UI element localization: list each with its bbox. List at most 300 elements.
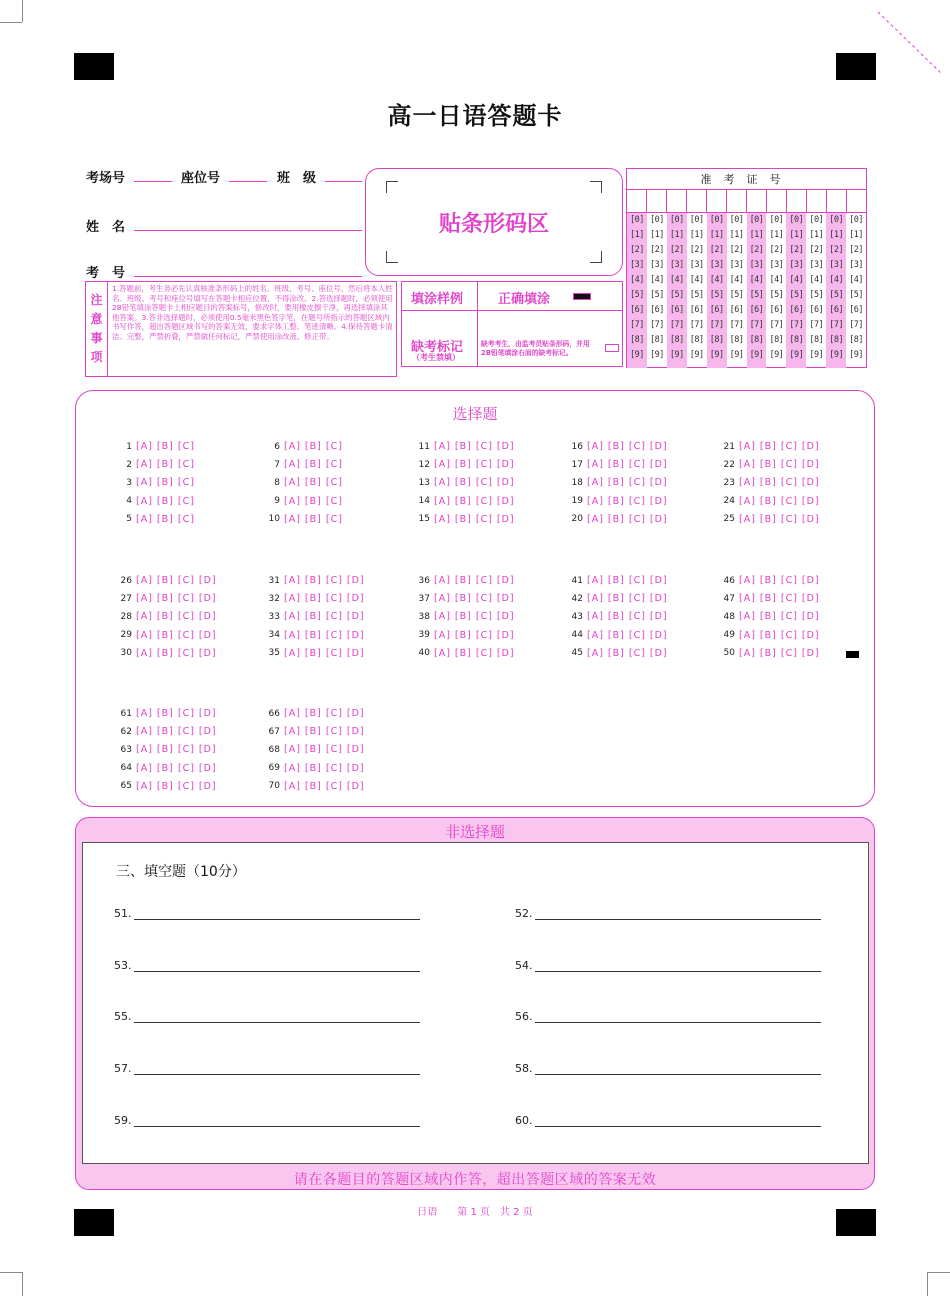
- answer-bubble[interactable]: [D]: [496, 441, 515, 452]
- answer-bubble[interactable]: [D]: [346, 593, 365, 605]
- admission-digit-bubble[interactable]: [6]: [649, 305, 664, 315]
- answer-bubble[interactable]: [C]: [325, 708, 343, 719]
- answer-bubble[interactable]: [B]: [304, 575, 322, 586]
- answer-bubble[interactable]: [B]: [304, 708, 322, 719]
- admission-digit-bubble[interactable]: [9]: [789, 350, 804, 360]
- admission-digit-bubble[interactable]: [9]: [649, 350, 664, 360]
- admission-digit-bubble[interactable]: [1]: [849, 230, 864, 240]
- answer-bubble[interactable]: [C]: [628, 575, 646, 586]
- admission-digit-bubble[interactable]: [2]: [849, 245, 864, 255]
- answer-bubble[interactable]: [A]: [434, 441, 451, 452]
- answer-bubble[interactable]: [B]: [759, 477, 777, 489]
- answer-bubble[interactable]: [A]: [739, 593, 756, 605]
- admission-digit-bubble[interactable]: [4]: [829, 275, 844, 285]
- answer-bubble[interactable]: [B]: [156, 593, 174, 605]
- admission-digit-bubble[interactable]: [2]: [630, 245, 644, 255]
- admission-digit-bubble[interactable]: [8]: [769, 335, 784, 345]
- admission-digit-bubble[interactable]: [5]: [630, 290, 644, 300]
- answer-bubble[interactable]: [D]: [346, 611, 365, 623]
- answer-bubble[interactable]: [D]: [496, 495, 515, 507]
- answer-bubble[interactable]: [A]: [434, 593, 451, 605]
- answer-bubble[interactable]: [A]: [284, 459, 301, 471]
- answer-bubble[interactable]: [B]: [607, 477, 625, 489]
- admission-digit-bubble[interactable]: [3]: [689, 260, 704, 270]
- admission-digit-bubble[interactable]: [9]: [849, 350, 864, 360]
- answer-bubble[interactable]: [C]: [780, 593, 798, 605]
- answer-bubble[interactable]: [D]: [649, 647, 668, 659]
- admission-digit-bubble[interactable]: [8]: [649, 335, 664, 345]
- answer-bubble[interactable]: [A]: [284, 611, 301, 623]
- answer-bubble[interactable]: [D]: [496, 513, 515, 525]
- answer-bubble[interactable]: [B]: [607, 513, 625, 525]
- answer-bubble[interactable]: [B]: [454, 459, 472, 471]
- answer-bubble[interactable]: [D]: [346, 629, 365, 641]
- admission-digit-bubble[interactable]: [2]: [829, 245, 844, 255]
- answer-bubble[interactable]: [A]: [739, 459, 756, 471]
- admission-digit-bubble[interactable]: [8]: [829, 335, 844, 345]
- answer-bubble[interactable]: [B]: [304, 611, 322, 623]
- answer-line[interactable]: [535, 1012, 821, 1023]
- admission-digit-bubble[interactable]: [5]: [789, 290, 804, 300]
- answer-bubble[interactable]: [C]: [177, 611, 195, 623]
- answer-bubble[interactable]: [A]: [136, 780, 153, 792]
- admission-digit-bubble[interactable]: [6]: [749, 305, 764, 315]
- admission-digit-bubble[interactable]: [4]: [749, 275, 764, 285]
- admission-digit-bubble[interactable]: [7]: [649, 320, 664, 330]
- answer-bubble[interactable]: [D]: [496, 575, 515, 586]
- answer-bubble[interactable]: [A]: [739, 495, 756, 507]
- admission-digit-bubble[interactable]: [9]: [689, 350, 704, 360]
- answer-bubble[interactable]: [B]: [454, 513, 472, 525]
- admission-digit-bubble[interactable]: [3]: [849, 260, 864, 270]
- answer-bubble[interactable]: [B]: [304, 726, 322, 738]
- answer-line[interactable]: [134, 909, 420, 920]
- admission-digit-bubble[interactable]: [1]: [649, 230, 664, 240]
- answer-bubble[interactable]: [A]: [587, 459, 604, 471]
- admission-digit-bubble[interactable]: [7]: [829, 320, 844, 330]
- answer-bubble[interactable]: [D]: [496, 629, 515, 641]
- admission-digit-bubble[interactable]: [0]: [649, 215, 664, 225]
- admission-digit-bubble[interactable]: [8]: [749, 335, 764, 345]
- answer-bubble[interactable]: [D]: [496, 477, 515, 489]
- admission-digit-bubble[interactable]: [0]: [729, 215, 744, 225]
- answer-bubble[interactable]: [B]: [454, 593, 472, 605]
- answer-bubble[interactable]: [A]: [739, 441, 756, 452]
- answer-bubble[interactable]: [D]: [496, 459, 515, 471]
- answer-line[interactable]: [535, 909, 821, 920]
- answer-bubble[interactable]: [B]: [156, 495, 174, 507]
- answer-bubble[interactable]: [C]: [628, 593, 646, 605]
- admission-digit-bubble[interactable]: [3]: [709, 260, 724, 270]
- admission-write-box[interactable]: [847, 190, 866, 212]
- admission-digit-bubble[interactable]: [1]: [789, 230, 804, 240]
- admission-digit-bubble[interactable]: [0]: [749, 215, 764, 225]
- answer-bubble[interactable]: [A]: [136, 762, 153, 774]
- answer-bubble[interactable]: [A]: [587, 495, 604, 507]
- answer-bubble[interactable]: [C]: [475, 575, 493, 586]
- answer-bubble[interactable]: [B]: [607, 629, 625, 641]
- answer-bubble[interactable]: [C]: [780, 513, 798, 525]
- answer-bubble[interactable]: [B]: [759, 647, 777, 659]
- answer-bubble[interactable]: [A]: [284, 575, 301, 586]
- admission-digit-bubble[interactable]: [6]: [729, 305, 744, 315]
- answer-bubble[interactable]: [B]: [156, 477, 174, 489]
- answer-bubble[interactable]: [A]: [136, 708, 153, 719]
- answer-bubble[interactable]: [B]: [156, 611, 174, 623]
- answer-bubble[interactable]: [C]: [177, 647, 195, 659]
- admission-digit-bubble[interactable]: [6]: [849, 305, 864, 315]
- answer-bubble[interactable]: [B]: [759, 441, 777, 452]
- answer-bubble[interactable]: [A]: [136, 575, 153, 586]
- answer-bubble[interactable]: [C]: [628, 459, 646, 471]
- answer-bubble[interactable]: [C]: [325, 513, 343, 525]
- admission-digit-bubble[interactable]: [1]: [709, 230, 724, 240]
- admission-digit-bubble[interactable]: [6]: [789, 305, 804, 315]
- answer-bubble[interactable]: [C]: [177, 495, 195, 507]
- answer-bubble[interactable]: [D]: [198, 575, 217, 586]
- answer-bubble[interactable]: [B]: [759, 495, 777, 507]
- answer-bubble[interactable]: [D]: [346, 744, 365, 756]
- answer-bubble[interactable]: [B]: [454, 441, 472, 452]
- admission-digit-bubble[interactable]: [8]: [689, 335, 704, 345]
- admission-digit-bubble[interactable]: [0]: [849, 215, 864, 225]
- admission-digit-bubble[interactable]: [7]: [669, 320, 684, 330]
- answer-bubble[interactable]: [D]: [801, 647, 820, 659]
- admission-digit-bubble[interactable]: [0]: [630, 215, 644, 225]
- answer-line[interactable]: [535, 961, 821, 972]
- answer-bubble[interactable]: [C]: [177, 575, 195, 586]
- answer-bubble[interactable]: [B]: [156, 708, 174, 719]
- answer-bubble[interactable]: [B]: [759, 575, 777, 586]
- answer-bubble[interactable]: [A]: [587, 629, 604, 641]
- admission-digit-bubble[interactable]: [1]: [729, 230, 744, 240]
- admission-digit-bubble[interactable]: [2]: [689, 245, 704, 255]
- admission-digit-bubble[interactable]: [7]: [729, 320, 744, 330]
- answer-bubble[interactable]: [D]: [346, 708, 365, 719]
- answer-bubble[interactable]: [B]: [759, 611, 777, 623]
- admission-digit-bubble[interactable]: [1]: [669, 230, 684, 240]
- answer-bubble[interactable]: [C]: [177, 744, 195, 756]
- answer-bubble[interactable]: [D]: [346, 780, 365, 792]
- admission-digit-bubble[interactable]: [9]: [809, 350, 824, 360]
- answer-bubble[interactable]: [B]: [607, 647, 625, 659]
- admission-digit-bubble[interactable]: [5]: [669, 290, 684, 300]
- answer-bubble[interactable]: [B]: [454, 611, 472, 623]
- answer-bubble[interactable]: [A]: [136, 477, 153, 489]
- answer-bubble[interactable]: [B]: [607, 459, 625, 471]
- answer-bubble[interactable]: [A]: [284, 629, 301, 641]
- answer-bubble[interactable]: [A]: [284, 708, 301, 719]
- admission-digit-bubble[interactable]: [7]: [709, 320, 724, 330]
- answer-bubble[interactable]: [A]: [587, 647, 604, 659]
- admission-digit-bubble[interactable]: [8]: [709, 335, 724, 345]
- answer-bubble[interactable]: [C]: [628, 611, 646, 623]
- admission-digit-bubble[interactable]: [4]: [809, 275, 824, 285]
- admission-digit-bubble[interactable]: [2]: [669, 245, 684, 255]
- admission-write-box[interactable]: [647, 190, 667, 212]
- answer-bubble[interactable]: [B]: [304, 593, 322, 605]
- answer-bubble[interactable]: [B]: [156, 726, 174, 738]
- admission-digit-bubble[interactable]: [5]: [769, 290, 784, 300]
- admission-digit-bubble[interactable]: [1]: [749, 230, 764, 240]
- admission-digit-bubble[interactable]: [8]: [789, 335, 804, 345]
- admission-digit-bubble[interactable]: [3]: [789, 260, 804, 270]
- admission-digit-bubble[interactable]: [5]: [829, 290, 844, 300]
- answer-bubble[interactable]: [D]: [496, 593, 515, 605]
- admission-digit-bubble[interactable]: [9]: [630, 350, 644, 360]
- admission-digit-bubble[interactable]: [2]: [789, 245, 804, 255]
- answer-bubble[interactable]: [A]: [434, 629, 451, 641]
- admission-digit-bubble[interactable]: [3]: [630, 260, 644, 270]
- answer-bubble[interactable]: [D]: [649, 477, 668, 489]
- admission-digit-bubble[interactable]: [6]: [829, 305, 844, 315]
- answer-bubble[interactable]: [B]: [759, 459, 777, 471]
- admission-digit-bubble[interactable]: [9]: [709, 350, 724, 360]
- answer-bubble[interactable]: [B]: [759, 593, 777, 605]
- admission-digit-bubble[interactable]: [3]: [729, 260, 744, 270]
- answer-bubble[interactable]: [C]: [780, 611, 798, 623]
- admission-digit-bubble[interactable]: [3]: [809, 260, 824, 270]
- answer-bubble[interactable]: [D]: [801, 629, 820, 641]
- admission-digit-bubble[interactable]: [7]: [749, 320, 764, 330]
- answer-bubble[interactable]: [D]: [801, 459, 820, 471]
- answer-line[interactable]: [535, 1116, 821, 1127]
- admission-digit-bubble[interactable]: [6]: [709, 305, 724, 315]
- answer-bubble[interactable]: [C]: [475, 441, 493, 452]
- answer-bubble[interactable]: [D]: [198, 611, 217, 623]
- admission-digit-bubble[interactable]: [5]: [729, 290, 744, 300]
- answer-bubble[interactable]: [A]: [136, 459, 153, 471]
- answer-bubble[interactable]: [B]: [156, 629, 174, 641]
- admission-digit-bubble[interactable]: [4]: [669, 275, 684, 285]
- admission-digit-bubble[interactable]: [5]: [649, 290, 664, 300]
- admission-digit-bubble[interactable]: [5]: [849, 290, 864, 300]
- answer-bubble[interactable]: [D]: [649, 441, 668, 452]
- answer-bubble[interactable]: [C]: [177, 762, 195, 774]
- answer-bubble[interactable]: [A]: [739, 611, 756, 623]
- answer-bubble[interactable]: [B]: [304, 513, 322, 525]
- answer-bubble[interactable]: [B]: [156, 647, 174, 659]
- answer-bubble[interactable]: [A]: [434, 575, 451, 586]
- admission-digit-bubble[interactable]: [5]: [689, 290, 704, 300]
- answer-bubble[interactable]: [D]: [198, 647, 217, 659]
- admission-write-box[interactable]: [687, 190, 707, 212]
- answer-bubble[interactable]: [A]: [284, 726, 301, 738]
- answer-bubble[interactable]: [C]: [325, 780, 343, 792]
- answer-bubble[interactable]: [B]: [304, 459, 322, 471]
- admission-digit-bubble[interactable]: [2]: [729, 245, 744, 255]
- admission-digit-bubble[interactable]: [7]: [789, 320, 804, 330]
- answer-bubble[interactable]: [C]: [177, 593, 195, 605]
- answer-line[interactable]: [134, 1012, 420, 1023]
- answer-bubble[interactable]: [C]: [628, 629, 646, 641]
- answer-bubble[interactable]: [B]: [454, 477, 472, 489]
- answer-bubble[interactable]: [C]: [628, 647, 646, 659]
- answer-bubble[interactable]: [C]: [177, 780, 195, 792]
- answer-bubble[interactable]: [C]: [780, 629, 798, 641]
- answer-bubble[interactable]: [A]: [284, 780, 301, 792]
- answer-bubble[interactable]: [A]: [284, 593, 301, 605]
- answer-bubble[interactable]: [D]: [346, 647, 365, 659]
- admission-digit-bubble[interactable]: [6]: [769, 305, 784, 315]
- admission-digit-bubble[interactable]: [4]: [789, 275, 804, 285]
- answer-line[interactable]: [134, 961, 420, 972]
- answer-bubble[interactable]: [A]: [739, 647, 756, 659]
- admission-digit-bubble[interactable]: [6]: [669, 305, 684, 315]
- admission-digit-bubble[interactable]: [5]: [809, 290, 824, 300]
- answer-bubble[interactable]: [B]: [304, 441, 322, 452]
- admission-digit-bubble[interactable]: [3]: [649, 260, 664, 270]
- answer-bubble[interactable]: [C]: [780, 575, 798, 586]
- admission-digit-bubble[interactable]: [9]: [729, 350, 744, 360]
- answer-bubble[interactable]: [C]: [475, 513, 493, 525]
- answer-bubble[interactable]: [B]: [607, 611, 625, 623]
- answer-bubble[interactable]: [C]: [475, 593, 493, 605]
- answer-bubble[interactable]: [A]: [136, 744, 153, 756]
- answer-bubble[interactable]: [D]: [801, 477, 820, 489]
- answer-bubble[interactable]: [D]: [801, 593, 820, 605]
- answer-bubble[interactable]: [A]: [136, 726, 153, 738]
- admission-digit-bubble[interactable]: [1]: [829, 230, 844, 240]
- answer-bubble[interactable]: [D]: [649, 459, 668, 471]
- admission-digit-bubble[interactable]: [9]: [769, 350, 784, 360]
- answer-bubble[interactable]: [D]: [649, 593, 668, 605]
- answer-bubble[interactable]: [A]: [587, 611, 604, 623]
- admission-digit-bubble[interactable]: [0]: [689, 215, 704, 225]
- admission-digit-bubble[interactable]: [5]: [749, 290, 764, 300]
- admission-digit-bubble[interactable]: [4]: [630, 275, 644, 285]
- answer-bubble[interactable]: [D]: [198, 780, 217, 792]
- answer-bubble[interactable]: [B]: [454, 629, 472, 641]
- answer-bubble[interactable]: [C]: [325, 762, 343, 774]
- admission-write-box[interactable]: [827, 190, 847, 212]
- answer-bubble[interactable]: [A]: [284, 441, 301, 452]
- answer-bubble[interactable]: [B]: [454, 647, 472, 659]
- answer-bubble[interactable]: [C]: [780, 477, 798, 489]
- admission-digit-bubble[interactable]: [7]: [769, 320, 784, 330]
- admission-digit-bubble[interactable]: [7]: [689, 320, 704, 330]
- answer-bubble[interactable]: [C]: [177, 477, 195, 489]
- answer-bubble[interactable]: [D]: [346, 762, 365, 774]
- answer-bubble[interactable]: [C]: [475, 459, 493, 471]
- admission-write-box[interactable]: [707, 190, 727, 212]
- admission-write-box[interactable]: [807, 190, 827, 212]
- admission-digit-bubble[interactable]: [2]: [749, 245, 764, 255]
- answer-bubble[interactable]: [A]: [434, 459, 451, 471]
- answer-bubble[interactable]: [A]: [284, 495, 301, 507]
- answer-bubble[interactable]: [D]: [496, 611, 515, 623]
- answer-bubble[interactable]: [B]: [304, 629, 322, 641]
- answer-bubble[interactable]: [A]: [587, 477, 604, 489]
- answer-bubble[interactable]: [B]: [454, 575, 472, 586]
- exam-room-field[interactable]: [134, 181, 172, 182]
- answer-bubble[interactable]: [A]: [434, 513, 451, 525]
- answer-bubble[interactable]: [A]: [284, 744, 301, 756]
- answer-bubble[interactable]: [A]: [587, 513, 604, 525]
- admission-digit-bubble[interactable]: [3]: [749, 260, 764, 270]
- answer-bubble[interactable]: [A]: [284, 647, 301, 659]
- answer-bubble[interactable]: [A]: [739, 513, 756, 525]
- exam-no-field[interactable]: [134, 276, 362, 277]
- answer-bubble[interactable]: [A]: [136, 647, 153, 659]
- answer-bubble[interactable]: [C]: [325, 611, 343, 623]
- answer-bubble[interactable]: [B]: [156, 441, 174, 452]
- answer-bubble[interactable]: [C]: [325, 744, 343, 756]
- answer-line[interactable]: [134, 1116, 420, 1127]
- answer-bubble[interactable]: [B]: [759, 513, 777, 525]
- answer-bubble[interactable]: [C]: [780, 647, 798, 659]
- answer-bubble[interactable]: [D]: [801, 441, 820, 452]
- answer-bubble[interactable]: [B]: [607, 575, 625, 586]
- admission-digit-bubble[interactable]: [0]: [789, 215, 804, 225]
- answer-bubble[interactable]: [A]: [434, 477, 451, 489]
- answer-bubble[interactable]: [D]: [496, 647, 515, 659]
- answer-bubble[interactable]: [A]: [136, 441, 153, 452]
- answer-bubble[interactable]: [A]: [587, 575, 604, 586]
- admission-digit-bubble[interactable]: [6]: [630, 305, 644, 315]
- answer-bubble[interactable]: [D]: [649, 611, 668, 623]
- admission-digit-bubble[interactable]: [9]: [669, 350, 684, 360]
- admission-digit-bubble[interactable]: [0]: [769, 215, 784, 225]
- answer-bubble[interactable]: [C]: [628, 513, 646, 525]
- answer-bubble[interactable]: [B]: [759, 629, 777, 641]
- answer-bubble[interactable]: [D]: [346, 726, 365, 738]
- answer-bubble[interactable]: [C]: [780, 441, 798, 452]
- admission-digit-bubble[interactable]: [4]: [849, 275, 864, 285]
- answer-bubble[interactable]: [C]: [325, 441, 343, 452]
- answer-bubble[interactable]: [D]: [198, 762, 217, 774]
- admission-digit-bubble[interactable]: [2]: [649, 245, 664, 255]
- answer-line[interactable]: [535, 1064, 821, 1075]
- answer-bubble[interactable]: [C]: [475, 611, 493, 623]
- answer-bubble[interactable]: [C]: [325, 459, 343, 471]
- answer-bubble[interactable]: [D]: [649, 575, 668, 586]
- answer-bubble[interactable]: [C]: [780, 459, 798, 471]
- answer-bubble[interactable]: [B]: [156, 575, 174, 586]
- answer-bubble[interactable]: [B]: [607, 441, 625, 452]
- answer-bubble[interactable]: [B]: [304, 744, 322, 756]
- answer-bubble[interactable]: [A]: [136, 513, 153, 525]
- admission-write-box[interactable]: [767, 190, 787, 212]
- answer-bubble[interactable]: [A]: [587, 441, 604, 452]
- answer-bubble[interactable]: [D]: [801, 575, 820, 586]
- answer-bubble[interactable]: [D]: [801, 513, 820, 525]
- class-field[interactable]: [325, 181, 362, 182]
- admission-digit-bubble[interactable]: [3]: [669, 260, 684, 270]
- answer-bubble[interactable]: [D]: [198, 744, 217, 756]
- answer-bubble[interactable]: [C]: [177, 629, 195, 641]
- answer-bubble[interactable]: [B]: [156, 744, 174, 756]
- answer-bubble[interactable]: [C]: [177, 513, 195, 525]
- answer-bubble[interactable]: [A]: [136, 495, 153, 507]
- admission-digit-bubble[interactable]: [8]: [669, 335, 684, 345]
- admission-digit-bubble[interactable]: [2]: [769, 245, 784, 255]
- admission-digit-bubble[interactable]: [4]: [709, 275, 724, 285]
- admission-digit-bubble[interactable]: [6]: [689, 305, 704, 315]
- admission-digit-bubble[interactable]: [1]: [630, 230, 644, 240]
- answer-bubble[interactable]: [A]: [434, 611, 451, 623]
- answer-bubble[interactable]: [A]: [434, 495, 451, 507]
- answer-bubble[interactable]: [B]: [156, 762, 174, 774]
- answer-bubble[interactable]: [D]: [198, 629, 217, 641]
- admission-digit-bubble[interactable]: [5]: [709, 290, 724, 300]
- answer-bubble[interactable]: [B]: [304, 780, 322, 792]
- answer-bubble[interactable]: [C]: [177, 726, 195, 738]
- answer-bubble[interactable]: [B]: [304, 495, 322, 507]
- answer-bubble[interactable]: [B]: [304, 477, 322, 489]
- seat-field[interactable]: [229, 181, 267, 182]
- admission-digit-bubble[interactable]: [7]: [849, 320, 864, 330]
